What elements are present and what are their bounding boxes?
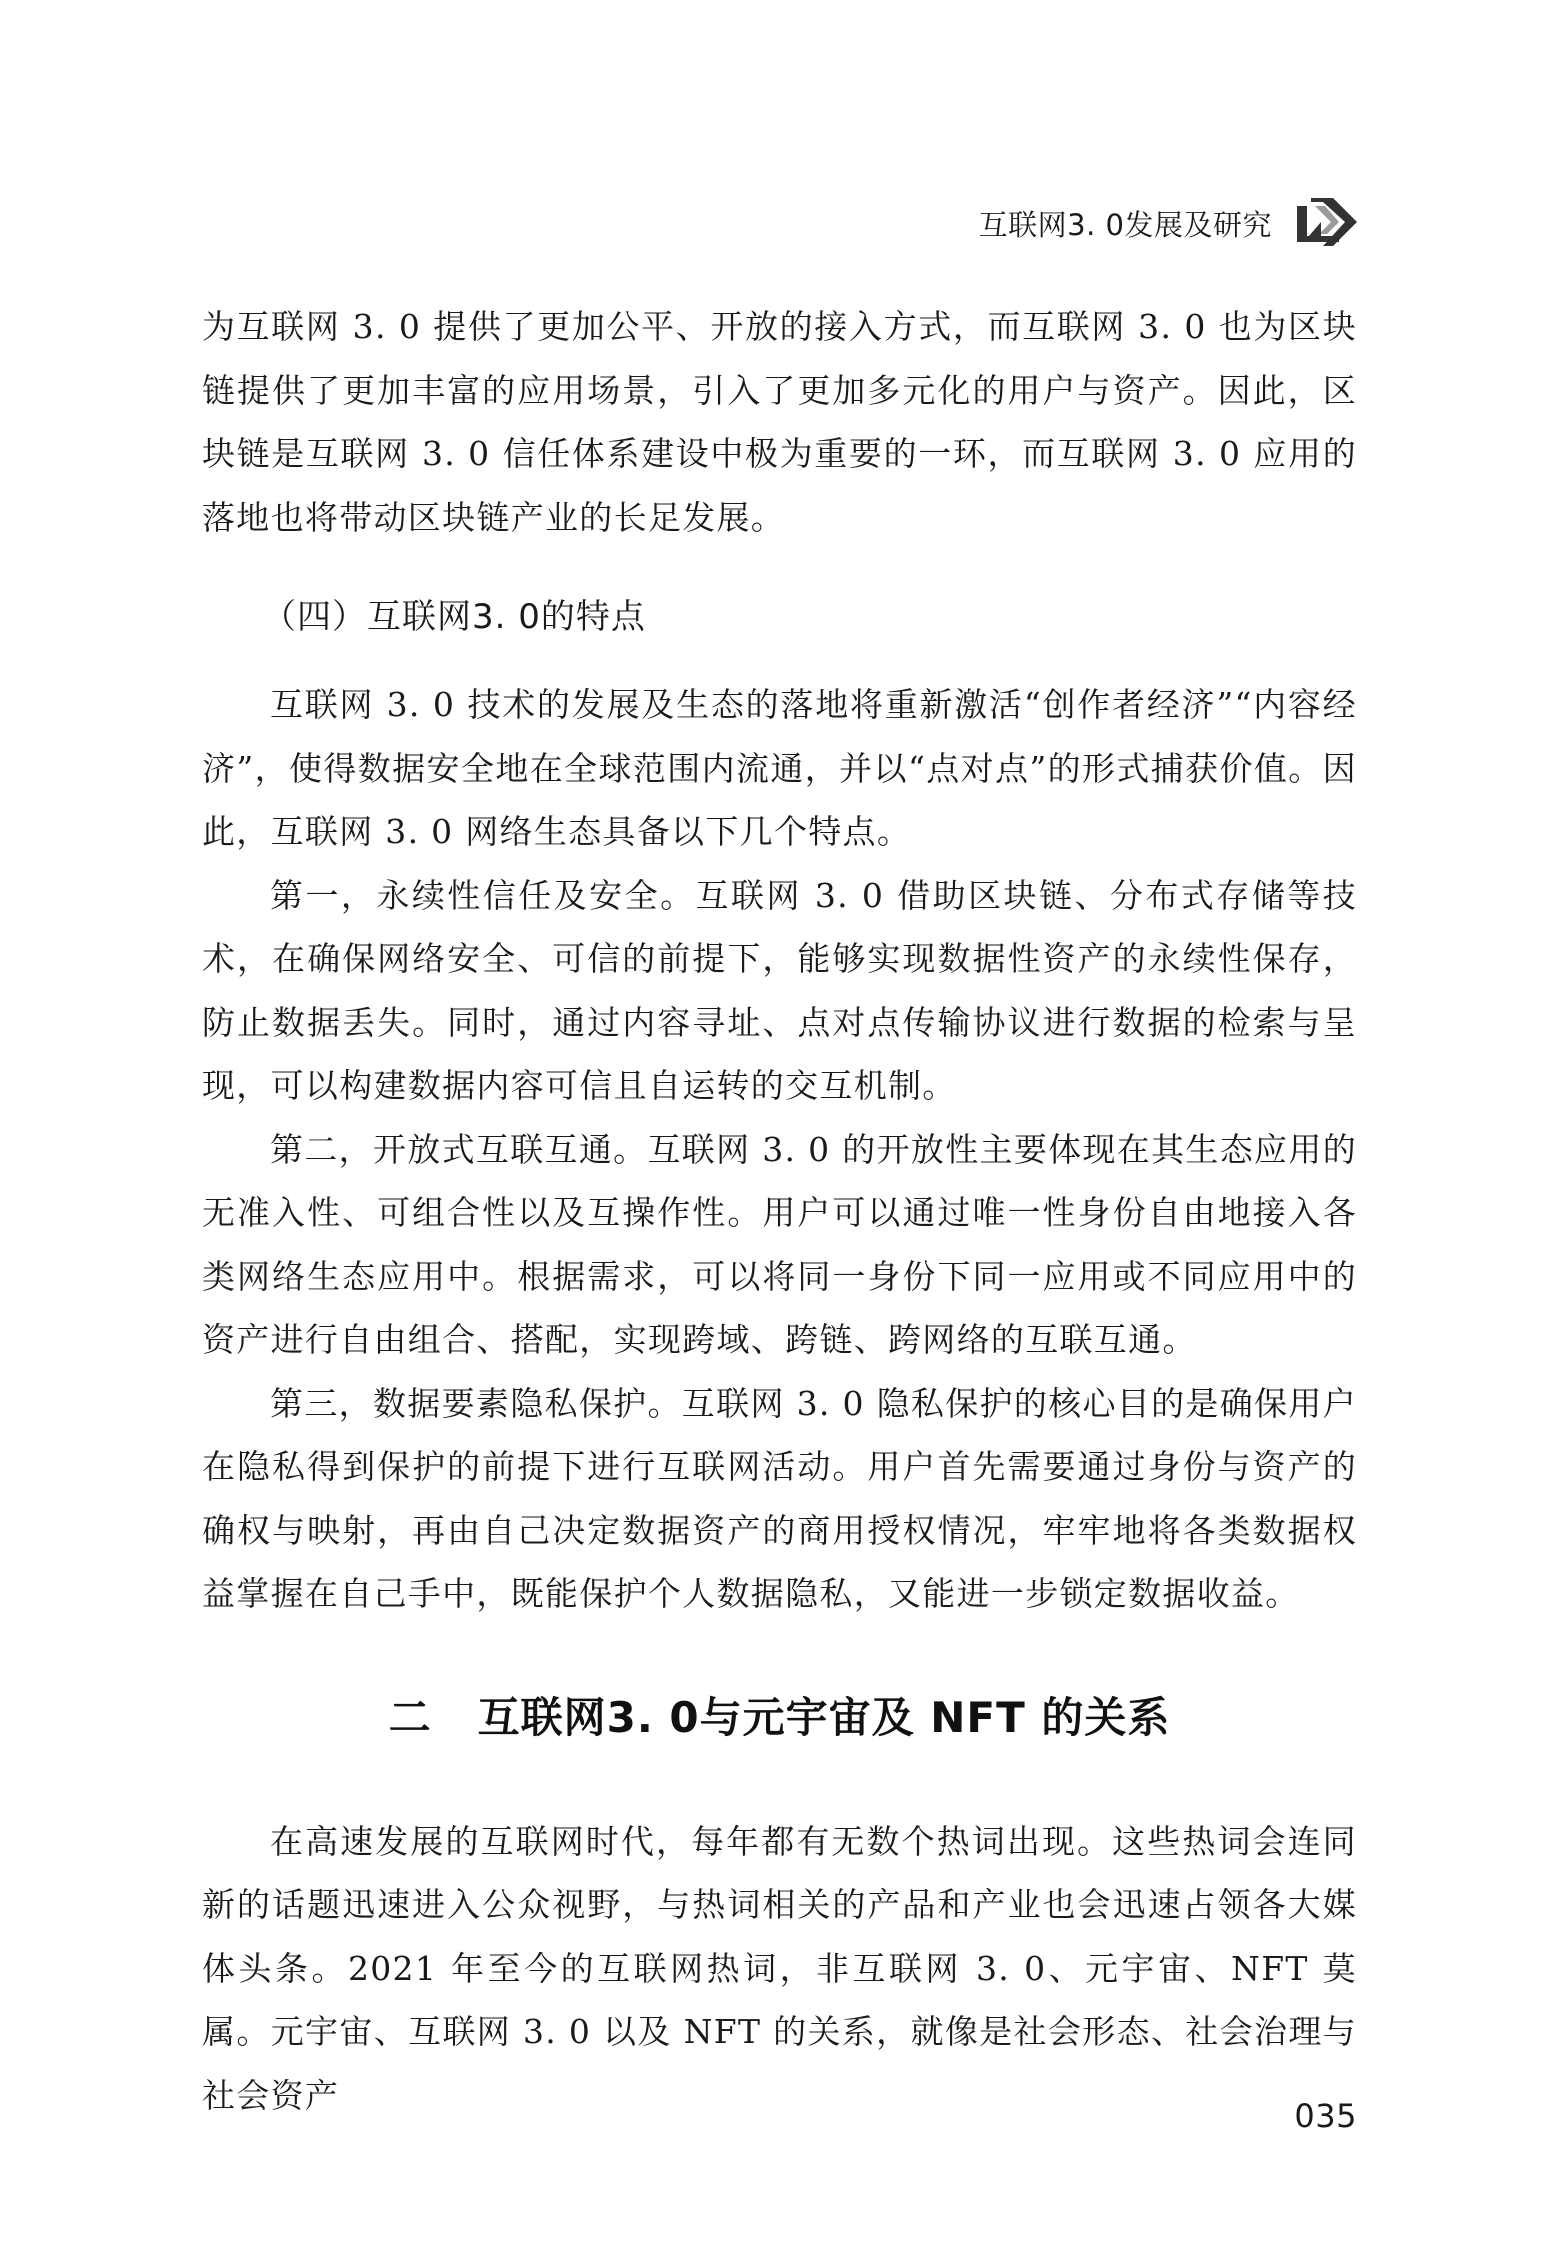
chapter-arrow-logo-icon: [1293, 192, 1361, 248]
section-heading: [202, 1686, 1357, 1750]
paragraph-feature-interconnection: 第二，开放式互联互通。互联网 3. 0 的开放性主要体现在其生态应用的无准入性、可组合性以及互操作性。用户可以通过唯一性身份自由地接入各类网络生态应用中。根据需求，可以将同一身份下同一应用或不同应用中的资产进行自由组合、搭配，实现跨域、跨链、跨网络的互联互通。: [202, 1129, 1357, 1359]
section-title: 互联网3. 0与元宇宙及 NFT 的关系: [477, 1692, 1171, 1742]
paragraph-features-intro: 互联网 3. 0 技术的发展及生态的落地将重新激活“创作者经济”“内容经济”，使得数据安全地在全球范围内流通，并以“点对点”的形式捕获价值。因此，互联网 3. 0 网络生态具备以下几个特点。: [202, 685, 1357, 851]
page-number: 035: [1294, 2097, 1357, 2135]
logo-triangle-shape: [1309, 222, 1321, 236]
section-number: 二: [388, 1692, 432, 1742]
paragraph-feature-security: 第一，永续性信任及安全。互联网 3. 0 借助区块链、分布式存储等技术，在确保网络安全、可信的前提下，能够实现数据性资产的永续性保存，防止数据丢失。同时，通过内容寻址、点对点传输协议进行数据的检索与呈现，可以构建数据内容可信且自运转的交互机制。: [202, 875, 1357, 1105]
sub-heading-features: （四）互联网3. 0的特点: [262, 597, 646, 637]
page-body: [202, 295, 1357, 2127]
paragraph-hot-words: 在高速发展的互联网时代，每年都有无数个热词出现。这些热词会连同新的话题迅速进入公众视野，与热词相关的产品和产业也会迅速占领各大媒体头条。2021 年至今的互联网热词，非互联网 3. 0、元宇宙、NFT 莫属。元宇宙、互联网 3. 0 以及 NFT 的关系，就像是社会形态、社会治理与社会资产: [202, 1821, 1357, 2115]
running-header-title: 互联网3. 0发展及研究: [978, 208, 1272, 242]
paragraph-blockchain-continuation: 为互联网 3. 0 提供了更加公平、开放的接入方式，而互联网 3. 0 也为区块链提供了更加丰富的应用场景，引入了更加多元化的用户与资产。因此，区块链是互联网 3. 0 信任体系建设中极为重要的一环，而互联网 3. 0 应用的落地也将带动区块链产业的长足发展。: [202, 307, 1357, 537]
paragraph-feature-privacy: 第三，数据要素隐私保护。互联网 3. 0 隐私保护的核心目的是确保用户在隐私得到保护的前提下进行互联网活动。用户首先需要通过身份与资产的确权与映射，再由自己决定数据资产的商用授权情况，牢牢地将各类数据权益掌握在自己手中，既能保护个人数据隐私，又能进一步锁定数据收益。: [202, 1383, 1357, 1613]
